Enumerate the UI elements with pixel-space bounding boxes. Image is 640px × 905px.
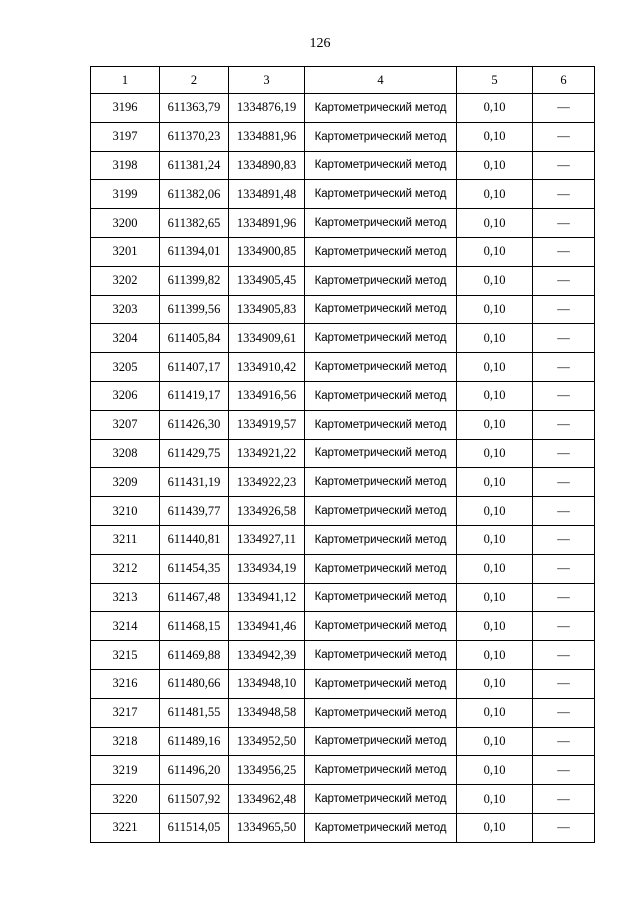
x-coordinate-cell: 611363,79 [160,94,229,123]
accuracy-cell: 0,10 [457,612,533,641]
y-coordinate-cell: 1334909,61 [229,324,305,353]
note-cell: — [533,180,595,209]
method-cell: Картометрический метод [305,353,457,382]
y-coordinate-cell: 1334890,83 [229,151,305,180]
x-coordinate-cell: 611405,84 [160,324,229,353]
note-cell: — [533,381,595,410]
y-coordinate-cell: 1334891,48 [229,180,305,209]
x-coordinate-cell: 611514,05 [160,813,229,842]
note-cell: — [533,266,595,295]
x-coordinate-cell: 611481,55 [160,698,229,727]
point-number-cell: 3221 [91,813,160,842]
column-header: 3 [229,67,305,94]
note-cell: — [533,554,595,583]
table-row [91,468,595,497]
note-cell: — [533,785,595,814]
point-number-cell: 3206 [91,381,160,410]
note-cell: — [533,295,595,324]
note-cell: — [533,669,595,698]
method-cell: Картометрический метод [305,295,457,324]
note-cell: — [533,237,595,266]
y-coordinate-cell: 1334962,48 [229,785,305,814]
method-cell: Картометрический метод [305,381,457,410]
method-cell: Картометрический метод [305,813,457,842]
point-number-cell: 3218 [91,727,160,756]
accuracy-cell: 0,10 [457,94,533,123]
table-row [91,785,595,814]
note-cell: — [533,583,595,612]
note-cell: — [533,122,595,151]
y-coordinate-cell: 1334926,58 [229,497,305,526]
table-row [91,497,595,526]
table-row [91,324,595,353]
accuracy-cell: 0,10 [457,756,533,785]
x-coordinate-cell: 611399,82 [160,266,229,295]
accuracy-cell: 0,10 [457,353,533,382]
method-cell: Картометрический метод [305,698,457,727]
note-cell: — [533,641,595,670]
accuracy-cell: 0,10 [457,727,533,756]
column-header: 2 [160,67,229,94]
y-coordinate-cell: 1334948,58 [229,698,305,727]
method-cell: Картометрический метод [305,468,457,497]
point-number-cell: 3203 [91,295,160,324]
y-coordinate-cell: 1334927,11 [229,525,305,554]
x-coordinate-cell: 611419,17 [160,381,229,410]
x-coordinate-cell: 611507,92 [160,785,229,814]
method-cell: Картометрический метод [305,525,457,554]
point-number-cell: 3197 [91,122,160,151]
table-row [91,266,595,295]
method-cell: Картометрический метод [305,324,457,353]
table-row [91,583,595,612]
accuracy-cell: 0,10 [457,410,533,439]
x-coordinate-cell: 611382,65 [160,209,229,238]
table-row [91,381,595,410]
table-body [91,94,595,843]
column-header: 4 [305,67,457,94]
x-coordinate-cell: 611468,15 [160,612,229,641]
point-number-cell: 3199 [91,180,160,209]
point-number-cell: 3219 [91,756,160,785]
y-coordinate-cell: 1334905,45 [229,266,305,295]
table-row [91,756,595,785]
point-number-cell: 3212 [91,554,160,583]
accuracy-cell: 0,10 [457,237,533,266]
x-coordinate-cell: 611467,48 [160,583,229,612]
x-coordinate-cell: 611439,77 [160,497,229,526]
note-cell: — [533,698,595,727]
y-coordinate-cell: 1334941,12 [229,583,305,612]
x-coordinate-cell: 611399,56 [160,295,229,324]
x-coordinate-cell: 611496,20 [160,756,229,785]
note-cell: — [533,410,595,439]
y-coordinate-cell: 1334934,19 [229,554,305,583]
method-cell: Картометрический метод [305,410,457,439]
point-number-cell: 3196 [91,94,160,123]
point-number-cell: 3213 [91,583,160,612]
note-cell: — [533,813,595,842]
method-cell: Картометрический метод [305,756,457,785]
table-row [91,151,595,180]
x-coordinate-cell: 611394,01 [160,237,229,266]
point-number-cell: 3214 [91,612,160,641]
accuracy-cell: 0,10 [457,209,533,238]
x-coordinate-cell: 611440,81 [160,525,229,554]
y-coordinate-cell: 1334900,85 [229,237,305,266]
table-row [91,180,595,209]
method-cell: Картометрический метод [305,785,457,814]
y-coordinate-cell: 1334910,42 [229,353,305,382]
note-cell: — [533,353,595,382]
page-number: 126 [309,36,331,51]
point-number-cell: 3198 [91,151,160,180]
point-number-cell: 3208 [91,439,160,468]
note-cell: — [533,612,595,641]
point-number-cell: 3200 [91,209,160,238]
table-row [91,554,595,583]
point-number-cell: 3216 [91,669,160,698]
method-cell: Картометрический метод [305,237,457,266]
method-cell: Картометрический метод [305,266,457,295]
coordinates-table [90,66,595,843]
y-coordinate-cell: 1334952,50 [229,727,305,756]
accuracy-cell: 0,10 [457,324,533,353]
y-coordinate-cell: 1334905,83 [229,295,305,324]
point-number-cell: 3209 [91,468,160,497]
y-coordinate-cell: 1334941,46 [229,612,305,641]
method-cell: Картометрический метод [305,554,457,583]
note-cell: — [533,756,595,785]
point-number-cell: 3202 [91,266,160,295]
note-cell: — [533,94,595,123]
method-cell: Картометрический метод [305,94,457,123]
point-number-cell: 3207 [91,410,160,439]
note-cell: — [533,468,595,497]
table-row [91,237,595,266]
y-coordinate-cell: 1334921,22 [229,439,305,468]
accuracy-cell: 0,10 [457,295,533,324]
point-number-cell: 3211 [91,525,160,554]
method-cell: Картометрический метод [305,669,457,698]
method-cell: Картометрический метод [305,497,457,526]
table-row [91,612,595,641]
y-coordinate-cell: 1334942,39 [229,641,305,670]
accuracy-cell: 0,10 [457,180,533,209]
x-coordinate-cell: 611382,06 [160,180,229,209]
method-cell: Картометрический метод [305,209,457,238]
y-coordinate-cell: 1334916,56 [229,381,305,410]
accuracy-cell: 0,10 [457,525,533,554]
accuracy-cell: 0,10 [457,641,533,670]
table-header-row [91,67,595,94]
note-cell: — [533,324,595,353]
note-cell: — [533,439,595,468]
method-cell: Картометрический метод [305,583,457,612]
x-coordinate-cell: 611431,19 [160,468,229,497]
y-coordinate-cell: 1334948,10 [229,669,305,698]
method-cell: Картометрический метод [305,122,457,151]
point-number-cell: 3215 [91,641,160,670]
table-row [91,727,595,756]
point-number-cell: 3210 [91,497,160,526]
point-number-cell: 3204 [91,324,160,353]
x-coordinate-cell: 611489,16 [160,727,229,756]
x-coordinate-cell: 611429,75 [160,439,229,468]
y-coordinate-cell: 1334891,96 [229,209,305,238]
note-cell: — [533,209,595,238]
method-cell: Картометрический метод [305,180,457,209]
table-row [91,295,595,324]
accuracy-cell: 0,10 [457,497,533,526]
x-coordinate-cell: 611381,24 [160,151,229,180]
accuracy-cell: 0,10 [457,813,533,842]
point-number-cell: 3220 [91,785,160,814]
y-coordinate-cell: 1334956,25 [229,756,305,785]
point-number-cell: 3217 [91,698,160,727]
accuracy-cell: 0,10 [457,122,533,151]
table-row [91,525,595,554]
x-coordinate-cell: 611370,23 [160,122,229,151]
accuracy-cell: 0,10 [457,266,533,295]
accuracy-cell: 0,10 [457,785,533,814]
accuracy-cell: 0,10 [457,698,533,727]
accuracy-cell: 0,10 [457,439,533,468]
accuracy-cell: 0,10 [457,468,533,497]
accuracy-cell: 0,10 [457,669,533,698]
note-cell: — [533,497,595,526]
method-cell: Картометрический метод [305,151,457,180]
accuracy-cell: 0,10 [457,381,533,410]
y-coordinate-cell: 1334919,57 [229,410,305,439]
y-coordinate-cell: 1334876,19 [229,94,305,123]
table-row [91,209,595,238]
accuracy-cell: 0,10 [457,554,533,583]
point-number-cell: 3201 [91,237,160,266]
table-row [91,353,595,382]
table-row [91,669,595,698]
point-number-cell: 3205 [91,353,160,382]
method-cell: Картометрический метод [305,612,457,641]
method-cell: Картометрический метод [305,641,457,670]
x-coordinate-cell: 611469,88 [160,641,229,670]
table-row [91,813,595,842]
table-row [91,122,595,151]
table-row [91,410,595,439]
note-cell: — [533,151,595,180]
x-coordinate-cell: 611454,35 [160,554,229,583]
method-cell: Картометрический метод [305,439,457,468]
y-coordinate-cell: 1334922,23 [229,468,305,497]
table-row [91,698,595,727]
table-row [91,94,595,123]
y-coordinate-cell: 1334965,50 [229,813,305,842]
table-row [91,641,595,670]
x-coordinate-cell: 611426,30 [160,410,229,439]
x-coordinate-cell: 611407,17 [160,353,229,382]
note-cell: — [533,525,595,554]
y-coordinate-cell: 1334881,96 [229,122,305,151]
column-header: 1 [91,67,160,94]
column-header: 5 [457,67,533,94]
x-coordinate-cell: 611480,66 [160,669,229,698]
method-cell: Картометрический метод [305,727,457,756]
accuracy-cell: 0,10 [457,583,533,612]
column-header: 6 [533,67,595,94]
accuracy-cell: 0,10 [457,151,533,180]
table-row [91,439,595,468]
note-cell: — [533,727,595,756]
